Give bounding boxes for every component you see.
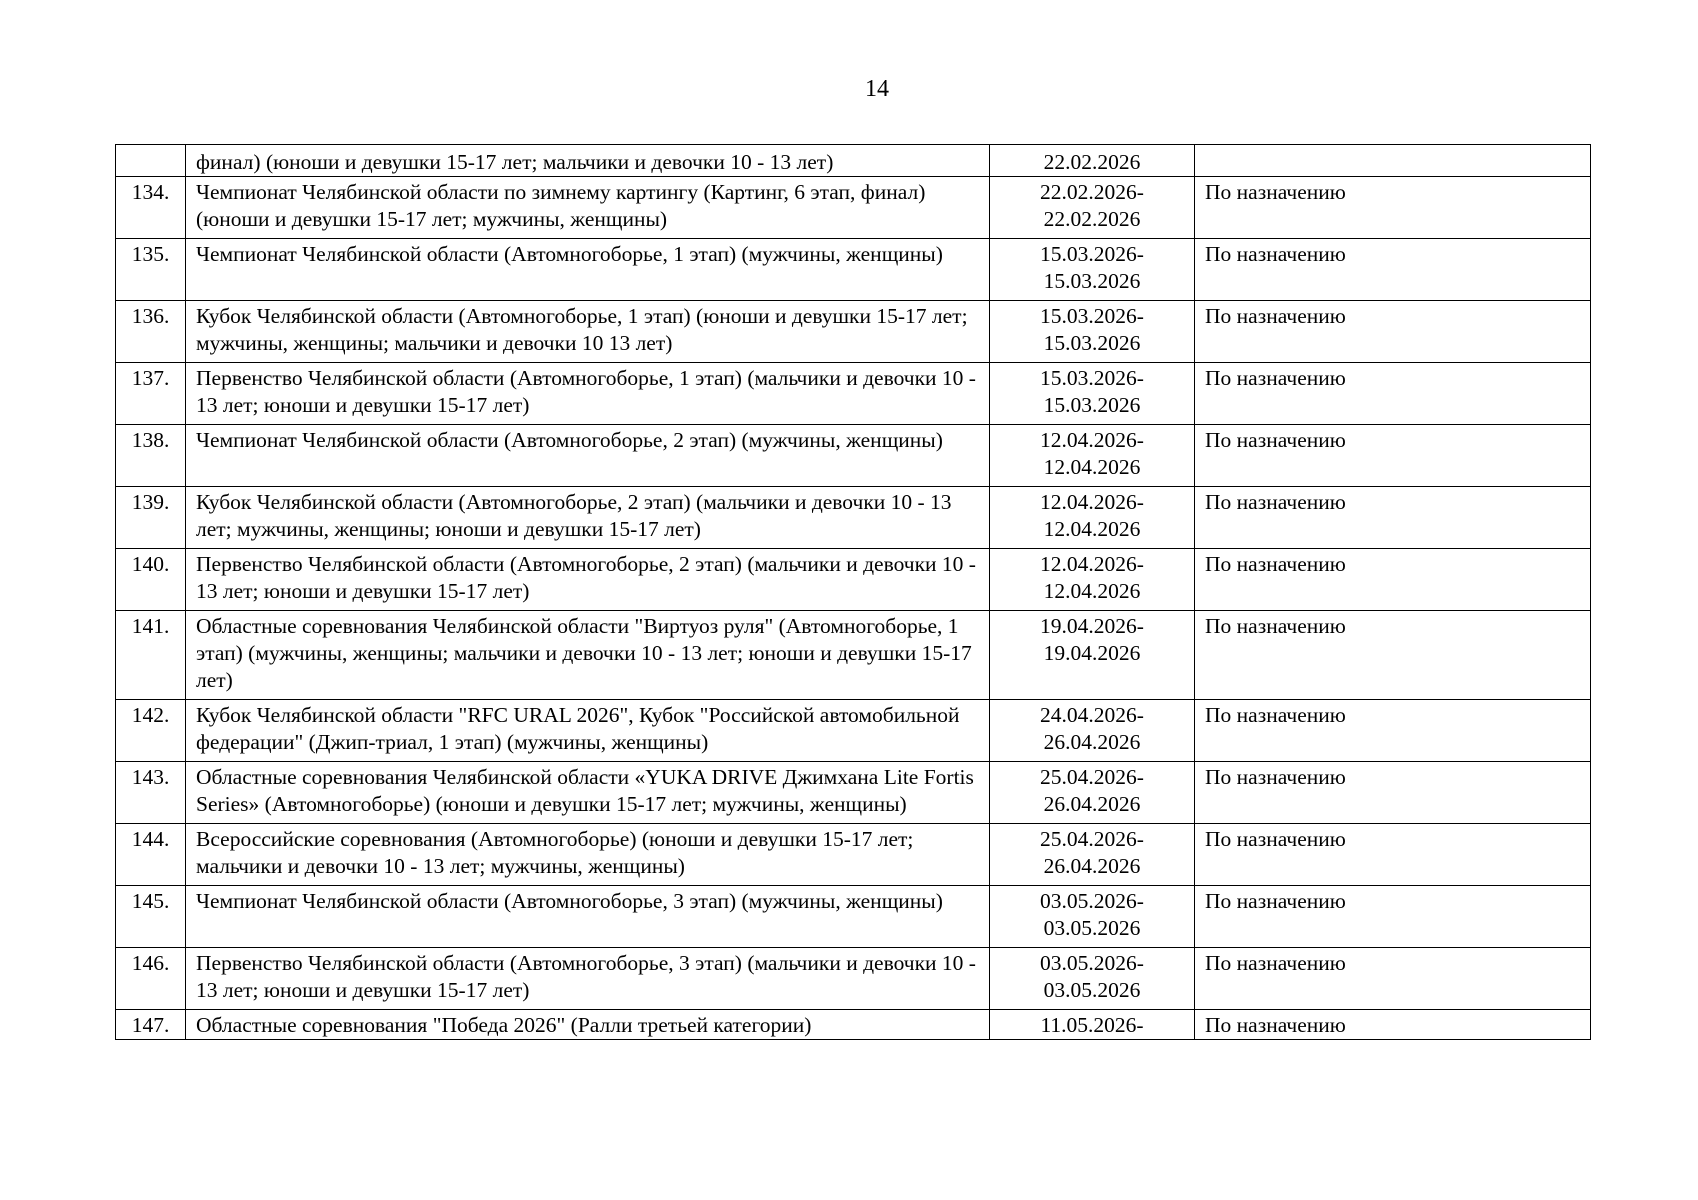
row-number [116,145,186,177]
event-place: По назначению [1195,1010,1591,1040]
table-row [116,1010,1591,1040]
table-row [116,301,1591,363]
event-dates [990,239,1195,301]
table-row [116,824,1591,886]
date-start: 15.03.2026- [1040,366,1144,390]
date-start: 11.05.2026- [1040,1013,1144,1037]
table-row [116,239,1591,301]
table-row [116,700,1591,762]
date-end: 12.04.2026 [1043,517,1141,541]
date-end: 12.04.2026 [1043,579,1141,603]
event-dates [990,611,1195,700]
row-number: 136. [116,301,186,363]
table-row [116,145,1591,177]
table-row [116,948,1591,1010]
row-number: 142. [116,700,186,762]
table-row [116,363,1591,425]
date-end: 26.04.2026 [1043,854,1141,878]
date-start: 22.02.2026 [1043,150,1141,174]
event-name: Чемпионат Челябинской области (Автомногоборье, 3 этап) (мужчины, женщины) [186,886,990,948]
event-name: Областные соревнования Челябинской области «YUKA DRIVE Джимхана Lite Fortis Series» (Автомногоборье) (юноши и девушки 15-17 лет; мужчины, женщины) [186,762,990,824]
event-place: По назначению [1195,239,1591,301]
event-place: По назначению [1195,948,1591,1010]
row-number: 134. [116,177,186,239]
date-end: 15.03.2026 [1043,269,1141,293]
event-name: финал) (юноши и девушки 15-17 лет; мальчики и девочки 10 - 13 лет) [186,145,990,177]
event-dates [990,700,1195,762]
event-name: Первенство Челябинской области (Автомногоборье, 1 этап) (мальчики и девочки 10 - 13 лет; юноши и девушки 15-17 лет) [186,363,990,425]
event-dates [990,425,1195,487]
table-row [116,549,1591,611]
table-row [116,177,1591,239]
event-name: Кубок Челябинской области (Автомногоборье, 1 этап) (юноши и девушки 15-17 лет; мужчины, женщины; мальчики и девочки 10 13 лет) [186,301,990,363]
event-place: По назначению [1195,177,1591,239]
table-row [116,762,1591,824]
event-dates [990,487,1195,549]
event-dates [990,948,1195,1010]
date-end: 22.02.2026 [1043,207,1141,231]
row-number: 139. [116,487,186,549]
date-end: 26.04.2026 [1043,792,1141,816]
event-dates [990,1010,1195,1040]
date-start: 25.04.2026- [1040,827,1144,851]
table-row [116,886,1591,948]
page-number: 14 [865,76,889,102]
date-start: 15.03.2026- [1040,304,1144,328]
event-dates [990,549,1195,611]
event-name: Кубок Челябинской области (Автомногоборье, 2 этап) (мальчики и девочки 10 - 13 лет; мужчины, женщины; юноши и девушки 15-17 лет) [186,487,990,549]
event-name: Первенство Челябинской области (Автомногоборье, 2 этап) (мальчики и девочки 10 - 13 лет; юноши и девушки 15-17 лет) [186,549,990,611]
event-place: По назначению [1195,487,1591,549]
event-name: Чемпионат Челябинской области по зимнему картингу (Картинг, 6 этап, финал) (юноши и девушки 15-17 лет; мужчины, женщины) [186,177,990,239]
event-dates [990,301,1195,363]
date-start: 12.04.2026- [1040,552,1144,576]
table-row [116,487,1591,549]
date-start: 15.03.2026- [1040,242,1144,266]
row-number: 141. [116,611,186,700]
event-dates [990,762,1195,824]
row-number: 144. [116,824,186,886]
event-name: Чемпионат Челябинской области (Автомногоборье, 2 этап) (мужчины, женщины) [186,425,990,487]
event-place: По назначению [1195,549,1591,611]
date-end: 26.04.2026 [1043,730,1141,754]
event-place: По назначению [1195,700,1591,762]
date-start: 12.04.2026- [1040,428,1144,452]
event-place: По назначению [1195,301,1591,363]
events-table [115,144,1591,1040]
date-start: 03.05.2026- [1040,889,1144,913]
row-number: 146. [116,948,186,1010]
event-place: По назначению [1195,425,1591,487]
event-dates [990,145,1195,177]
row-number: 145. [116,886,186,948]
event-name: Чемпионат Челябинской области (Автомногоборье, 1 этап) (мужчины, женщины) [186,239,990,301]
date-end: 19.04.2026 [1043,641,1141,665]
event-dates [990,363,1195,425]
date-end: 12.04.2026 [1043,455,1141,479]
event-dates [990,177,1195,239]
event-dates [990,886,1195,948]
event-name: Всероссийские соревнования (Автомногоборье) (юноши и девушки 15-17 лет; мальчики и девочки 10 - 13 лет; мужчины, женщины) [186,824,990,886]
event-place: По назначению [1195,886,1591,948]
date-start: 12.04.2026- [1040,490,1144,514]
event-place [1195,145,1591,177]
event-name: Областные соревнования Челябинской области "Виртуоз руля" (Автомногоборье, 1 этап) (мужчины, женщины; мальчики и девочки 10 - 13 лет; юноши и девушки 15-17 лет) [186,611,990,700]
event-place: По назначению [1195,824,1591,886]
date-start: 03.05.2026- [1040,951,1144,975]
date-end: 15.03.2026 [1043,331,1141,355]
table-row [116,425,1591,487]
table-row [116,611,1591,700]
date-start: 25.04.2026- [1040,765,1144,789]
date-start: 19.04.2026- [1040,614,1144,638]
row-number: 137. [116,363,186,425]
row-number: 143. [116,762,186,824]
table-body [116,145,1591,1040]
date-end: 03.05.2026 [1043,916,1141,940]
event-place: По назначению [1195,611,1591,700]
row-number: 147. [116,1010,186,1040]
row-number: 135. [116,239,186,301]
date-end: 15.03.2026 [1043,393,1141,417]
event-name: Кубок Челябинской области "RFC URAL 2026", Кубок "Российской автомобильной федерации" (Джип-триал, 1 этап) (мужчины, женщины) [186,700,990,762]
date-start: 24.04.2026- [1040,703,1144,727]
row-number: 138. [116,425,186,487]
event-name: Первенство Челябинской области (Автомногоборье, 3 этап) (мальчики и девочки 10 - 13 лет; юноши и девушки 15-17 лет) [186,948,990,1010]
event-place: По назначению [1195,762,1591,824]
date-end: 03.05.2026 [1043,978,1141,1002]
event-dates [990,824,1195,886]
event-place: По назначению [1195,363,1591,425]
date-start: 22.02.2026- [1040,180,1144,204]
event-name: Областные соревнования "Победа 2026" (Ралли третьей категории) [186,1010,990,1040]
row-number: 140. [116,549,186,611]
